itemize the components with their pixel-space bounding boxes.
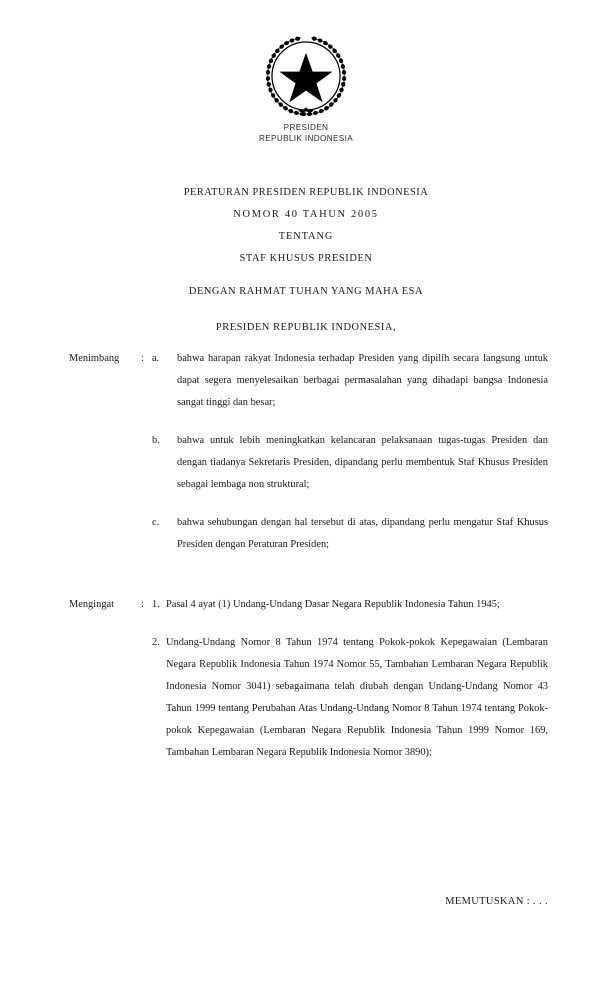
letterhead bbox=[0, 34, 612, 144]
title-subject: STAF KHUSUS PRESIDEN bbox=[239, 253, 373, 264]
letterhead-caption bbox=[0, 122, 612, 144]
letterhead-caption-line1: PRESIDEN bbox=[283, 123, 329, 132]
continuation-note: MEMUTUSKAN : . . . bbox=[445, 896, 548, 907]
list-item-text: Pasal 4 ayat (1) Undang-Undang Dasar Negara Republik Indonesia Tahun 1945; bbox=[166, 599, 500, 610]
blessing-line: DENGAN RAHMAT TUHAN YANG MAHA ESA bbox=[188, 286, 424, 297]
title-about-keyword: TENTANG bbox=[278, 231, 334, 242]
considerations-colon: : bbox=[141, 353, 144, 364]
legal-basis-section bbox=[69, 594, 548, 764]
list-item-marker: a. bbox=[152, 353, 160, 364]
considerations-item-list bbox=[152, 348, 548, 556]
considerations-label: Menimbang bbox=[69, 353, 120, 364]
issuing-authority-line: PRESIDEN REPUBLIK INDONESIA, bbox=[215, 322, 397, 333]
list-item-marker: 1. bbox=[152, 599, 160, 610]
list-item-marker: b. bbox=[152, 435, 160, 446]
legal-basis-label: Mengingat bbox=[69, 599, 115, 610]
list-item bbox=[152, 512, 548, 556]
list-item bbox=[152, 348, 548, 414]
list-item bbox=[152, 430, 548, 496]
list-item-text: bahwa harapan rakyat Indonesia terhadap Presiden yang dipilih secara langsung untuk dapat segera menyelesaikan berbagai permasalahan yang dihadapi bangsa Indonesia sangat tinggi dan besar; bbox=[177, 353, 548, 408]
list-item-marker: c. bbox=[152, 517, 160, 528]
list-item-marker: 2. bbox=[152, 637, 160, 648]
legal-basis-item-list bbox=[152, 594, 548, 764]
title-regulation-type: PERATURAN PRESIDEN REPUBLIK INDONESIA bbox=[183, 187, 429, 198]
list-item-text: bahwa sehubungan dengan hal tersebut di atas, dipandang perlu mengatur Staf Khusus Presiden dengan Peraturan Presiden; bbox=[177, 517, 548, 550]
legal-basis-colon: : bbox=[141, 599, 144, 610]
indonesia-presidential-seal-icon bbox=[264, 34, 348, 118]
list-item-text: Undang-Undang Nomor 8 Tahun 1974 tentang Pokok-pokok Kepegawaian (Lembaran Negara Republik Indonesia Tahun 1974 Nomor 55, Tambahan Lembaran Negara Republik Indonesia Nomor 3041) sebagaimana telah diubah dengan Undang-Undang Nomor 43 Tahun 1999 tentang Perubahan Atas Undang-Undang Nomor 8 Tahun 1974 tentang Pokok-pokok Kepegawaian (Lembaran Negara Republik Indonesia Tahun 1999 Nomor 169, Tambahan Lembaran Negara Republik Indonesia Nomor 3890); bbox=[166, 637, 548, 758]
letterhead-caption-line2: REPUBLIK INDONESIA bbox=[258, 134, 354, 143]
list-item bbox=[152, 632, 548, 764]
list-item-text: bahwa untuk lebih meningkatkan kelancaran pelaksanaan tugas-tugas Presiden dan dengan tiadanya Sekretaris Presiden, dipandang perlu membentuk Staf Khusus Presiden sebagai lembaga non struktural; bbox=[177, 435, 548, 490]
list-item bbox=[152, 594, 548, 616]
considerations-section bbox=[69, 348, 548, 556]
title-number-year: NOMOR 40 TAHUN 2005 bbox=[233, 209, 379, 220]
document-title-block bbox=[0, 182, 612, 270]
